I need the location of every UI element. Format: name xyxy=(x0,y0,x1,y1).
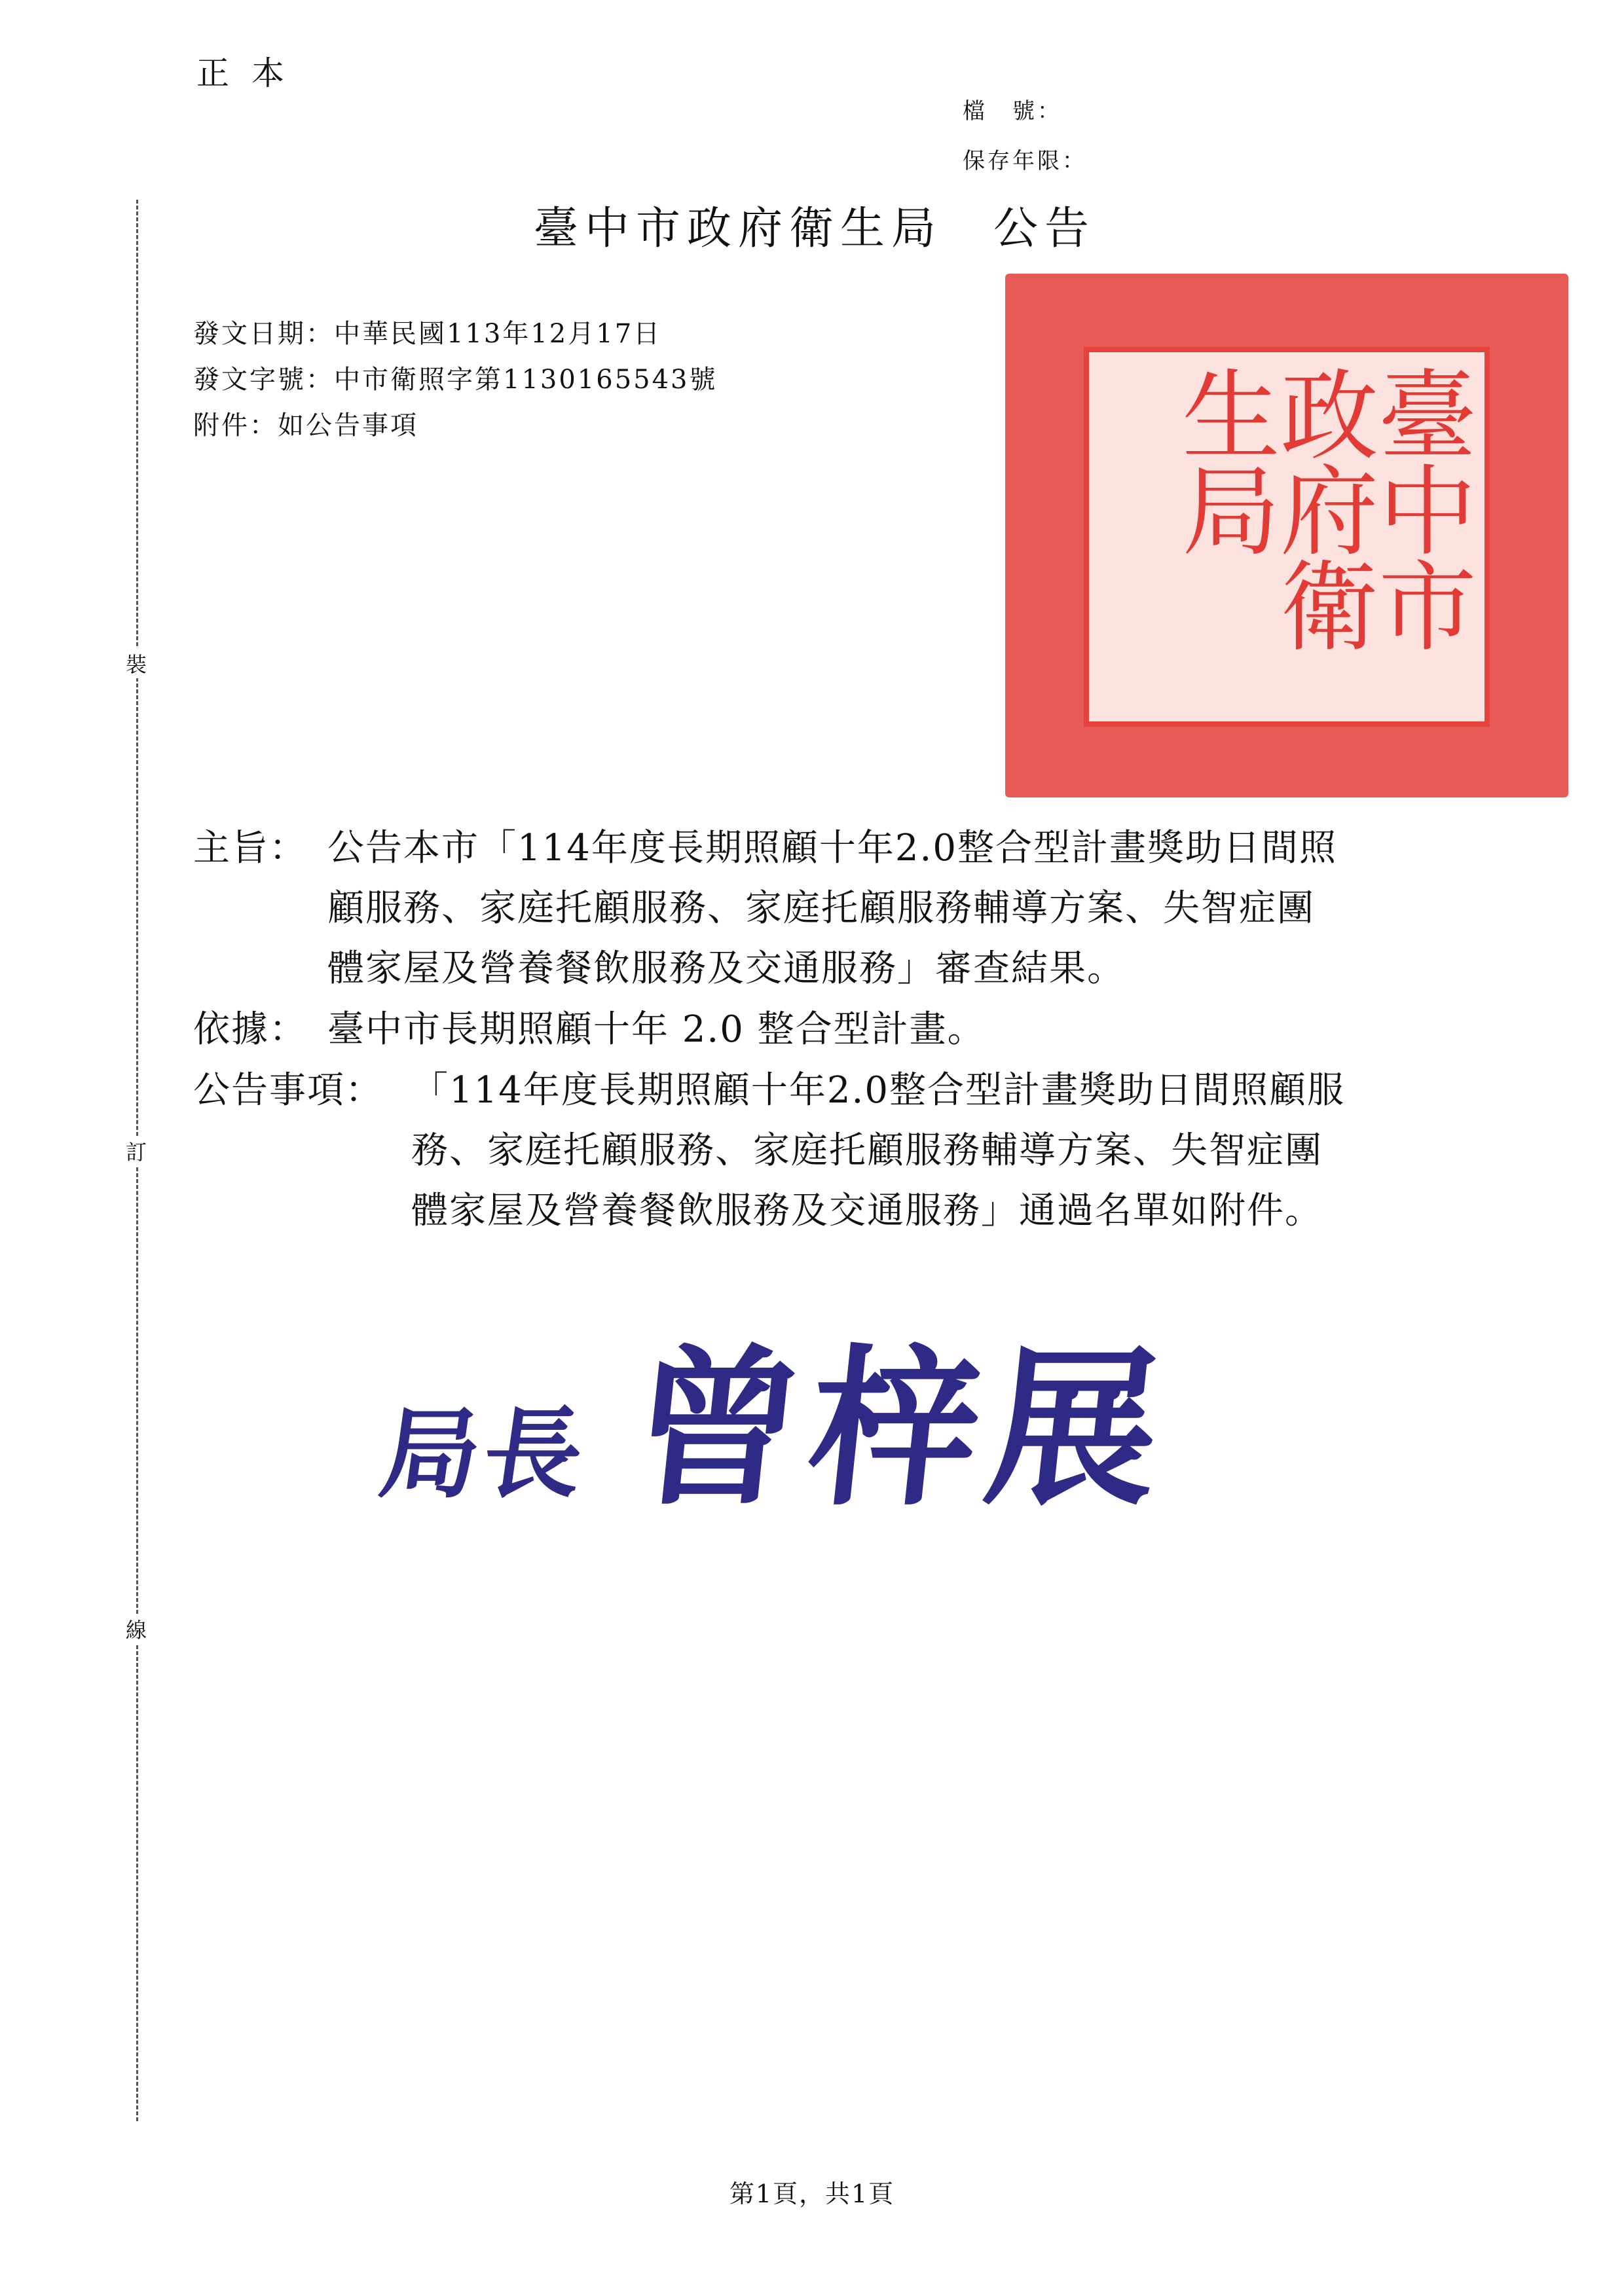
seal-inner-frame xyxy=(1084,347,1490,727)
retention-period-label: 保存年限： xyxy=(963,148,1087,174)
page-footer: 第1頁，共1頁 xyxy=(729,2179,895,2208)
signature-name: 曾梓展 xyxy=(621,1329,1177,1529)
binding-char-xian: 線 xyxy=(120,1614,152,1644)
announcement-label: 公告事項： xyxy=(193,1069,383,1112)
subject-label: 主旨： xyxy=(193,827,307,869)
seal-text: 臺中市政府衛生局 xyxy=(1165,364,1475,651)
director-signature xyxy=(373,1293,1177,1537)
basis-text: 臺中市長期照顧十年 2.0 整合型計畫。 xyxy=(327,1008,986,1051)
announcement-line-1: 「114年度長期照顧十年2.0整合型計畫獎助日間照顧服 xyxy=(411,1069,1345,1112)
signature-title: 局長 xyxy=(373,1396,595,1512)
subject-line-1: 公告本市「114年度長期照顧十年2.0整合型計畫獎助日間照 xyxy=(327,827,1337,869)
announcement-line-2: 務、家庭托顧服務、家庭托顧服務輔導方案、失智症團 xyxy=(411,1129,1323,1172)
basis-label: 依據： xyxy=(193,1008,307,1051)
binding-char-zhuang: 裝 xyxy=(120,648,152,678)
binding-char-ding: 訂 xyxy=(120,1136,152,1166)
issue-date: 發文日期：中華民國113年12月17日 xyxy=(193,319,662,349)
subject-line-2: 顧服務、家庭托顧服務、家庭托顧服務輔導方案、失智症團 xyxy=(327,887,1315,930)
copy-mark: 正本 xyxy=(196,54,306,92)
file-number-label: 檔 號： xyxy=(963,98,1062,124)
attachment-line: 附件：如公告事項 xyxy=(193,410,418,441)
issue-number: 發文字號：中市衛照字第1130165543號 xyxy=(193,365,718,395)
document-title: 臺中市政府衛生局 公告 xyxy=(534,203,1096,255)
official-seal xyxy=(1005,274,1568,797)
announcement-line-3: 體家屋及營養餐飲服務及交通服務」通過名單如附件。 xyxy=(411,1190,1323,1232)
subject-line-3: 體家屋及營養餐飲服務及交通服務」審查結果。 xyxy=(327,947,1125,990)
